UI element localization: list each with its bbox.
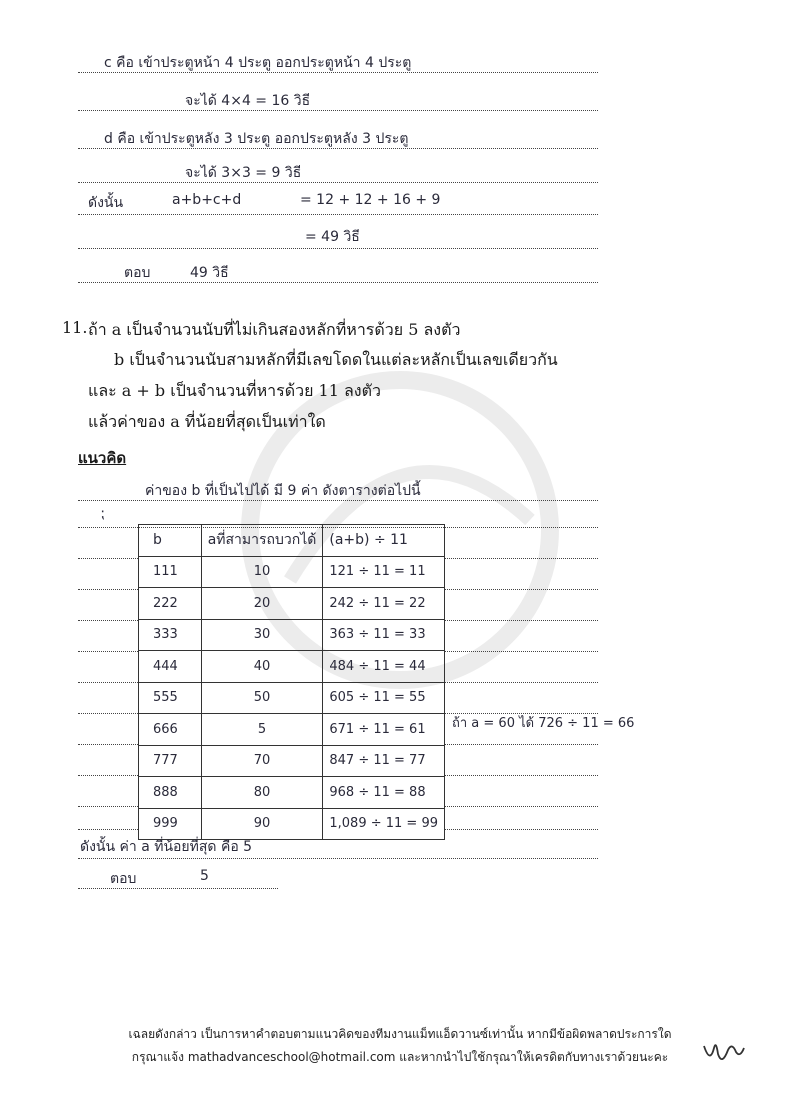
dotted-line bbox=[78, 110, 598, 111]
cell-b: 999 bbox=[139, 808, 202, 840]
dotted-line bbox=[445, 682, 598, 683]
dotted-line bbox=[78, 775, 138, 776]
footer-line-2: กรุณาแจ้ง mathadvanceschool@hotmail.com และหากนำไปใช้กรุณาให้เครดิตกับทางเราด้วยนะคะ bbox=[131, 1050, 669, 1064]
cell-b: 444 bbox=[139, 651, 202, 683]
solution-heading: แนวคิด bbox=[78, 449, 127, 467]
dotted-line bbox=[78, 829, 138, 830]
dotted-line bbox=[445, 589, 598, 590]
case-d-result: จะได้ 3×3 = 9 วิธี bbox=[185, 165, 302, 181]
table-row bbox=[139, 777, 445, 809]
case-c-result: จะได้ 4×4 = 16 วิธี bbox=[185, 93, 311, 109]
cell-a: 90 bbox=[201, 808, 323, 840]
table-row bbox=[139, 556, 445, 588]
conclusion: ดังนั้น ค่า a ที่น้อยที่สุด คือ 5 bbox=[80, 839, 253, 855]
question-line-3: และ a + b เป็นจำนวนที่หารด้วย 11 ลงตัว bbox=[88, 381, 381, 400]
cell-b: 222 bbox=[139, 588, 202, 620]
footer-line-1: เฉลยดังกล่าว เป็นการหาคำตอบตามแนวคิดของทีมงานแม็ทแอ็ดวานซ์เท่านั้น หากมีข้อผิดพลาดประการใด bbox=[128, 1027, 672, 1041]
table-row bbox=[139, 651, 445, 683]
dotted-line bbox=[78, 888, 278, 889]
dotted-line bbox=[78, 282, 598, 283]
table-row bbox=[139, 745, 445, 777]
answer-label: ตอบ bbox=[124, 265, 151, 281]
final-answer-value: 5 bbox=[200, 868, 209, 884]
margin-mark: ⁏ bbox=[100, 506, 105, 522]
dotted-line bbox=[78, 589, 138, 590]
dotted-line bbox=[78, 713, 138, 714]
question-number: 11. bbox=[62, 318, 88, 337]
sum-label: ดังนั้น bbox=[88, 195, 124, 211]
cell-a: 50 bbox=[201, 682, 323, 714]
cell-a: 10 bbox=[201, 556, 323, 588]
cell-division: 121 ÷ 11 = 11 bbox=[323, 556, 445, 588]
cell-b: 888 bbox=[139, 777, 202, 809]
dotted-line bbox=[78, 858, 598, 859]
cell-b: 777 bbox=[139, 745, 202, 777]
dotted-line bbox=[78, 558, 138, 559]
table-row bbox=[139, 588, 445, 620]
cell-a: 70 bbox=[201, 745, 323, 777]
table-row bbox=[139, 714, 445, 746]
cell-division: 968 ÷ 11 = 88 bbox=[323, 777, 445, 809]
cell-division: 847 ÷ 11 = 77 bbox=[323, 745, 445, 777]
sum-result: = 49 วิธี bbox=[305, 229, 360, 245]
answer-value: 49 วิธี bbox=[190, 265, 229, 281]
table-row bbox=[139, 619, 445, 651]
cell-b: 333 bbox=[139, 619, 202, 651]
cell-a: 80 bbox=[201, 777, 323, 809]
dotted-line bbox=[445, 651, 598, 652]
cell-b: 555 bbox=[139, 682, 202, 714]
cell-division: 363 ÷ 11 = 33 bbox=[323, 619, 445, 651]
dotted-line bbox=[445, 620, 598, 621]
header-division: (a+b) ÷ 11 bbox=[323, 525, 445, 557]
cell-b: 666 bbox=[139, 714, 202, 746]
case-c-line: c คือ เข้าประตูหน้า 4 ประตู ออกประตูหน้า 4 ประตู bbox=[104, 55, 412, 71]
question-line-4: แล้วค่าของ a ที่น้อยที่สุดเป็นเท่าใด bbox=[88, 412, 326, 431]
dotted-line bbox=[445, 775, 598, 776]
dotted-line bbox=[445, 829, 598, 830]
header-b: b bbox=[139, 525, 202, 557]
table-header-row bbox=[139, 525, 445, 557]
dotted-line bbox=[78, 620, 138, 621]
dotted-line bbox=[78, 682, 138, 683]
header-a: aที่สามารถบวกได้ bbox=[201, 525, 323, 557]
dotted-line bbox=[78, 214, 598, 215]
cell-a: 30 bbox=[201, 619, 323, 651]
dotted-line bbox=[445, 558, 598, 559]
dotted-line bbox=[78, 744, 138, 745]
dotted-line bbox=[78, 248, 598, 249]
dotted-line bbox=[445, 806, 598, 807]
table-row bbox=[139, 808, 445, 840]
sum-expression: a+b+c+d bbox=[172, 192, 242, 208]
signature-mark bbox=[700, 1036, 748, 1068]
final-answer-label: ตอบ bbox=[110, 871, 137, 887]
cell-b: 111 bbox=[139, 556, 202, 588]
cell-division: 671 ÷ 11 = 61 bbox=[323, 714, 445, 746]
dotted-line bbox=[445, 744, 598, 745]
cell-division: 484 ÷ 11 = 44 bbox=[323, 651, 445, 683]
cell-a: 20 bbox=[201, 588, 323, 620]
side-note: ถ้า a = 60 ได้ 726 ÷ 11 = 66 bbox=[452, 716, 635, 731]
sum-value: = 12 + 12 + 16 + 9 bbox=[300, 192, 441, 208]
cell-division: 1,089 ÷ 11 = 99 bbox=[323, 808, 445, 840]
cell-division: 605 ÷ 11 = 55 bbox=[323, 682, 445, 714]
dotted-line bbox=[78, 651, 138, 652]
question-line-2: b เป็นจำนวนนับสามหลักที่มีเลขโดดในแต่ละหลักเป็นเลขเดียวกัน bbox=[114, 350, 558, 369]
cell-a: 40 bbox=[201, 651, 323, 683]
cell-a: 5 bbox=[201, 714, 323, 746]
table-row bbox=[139, 682, 445, 714]
solution-table bbox=[138, 524, 445, 840]
solution-intro: ค่าของ b ที่เป็นไปได้ มี 9 ค่า ดังตารางต่อไปนี้ bbox=[145, 483, 421, 499]
case-d-line: d คือ เข้าประตูหลัง 3 ประตู ออกประตูหลัง 3 ประตู bbox=[104, 131, 409, 147]
cell-division: 242 ÷ 11 = 22 bbox=[323, 588, 445, 620]
dotted-line bbox=[78, 806, 138, 807]
dotted-line bbox=[78, 182, 598, 183]
question-line-1: ถ้า a เป็นจำนวนนับที่ไม่เกินสองหลักที่หารด้วย 5 ลงตัว bbox=[88, 320, 461, 339]
